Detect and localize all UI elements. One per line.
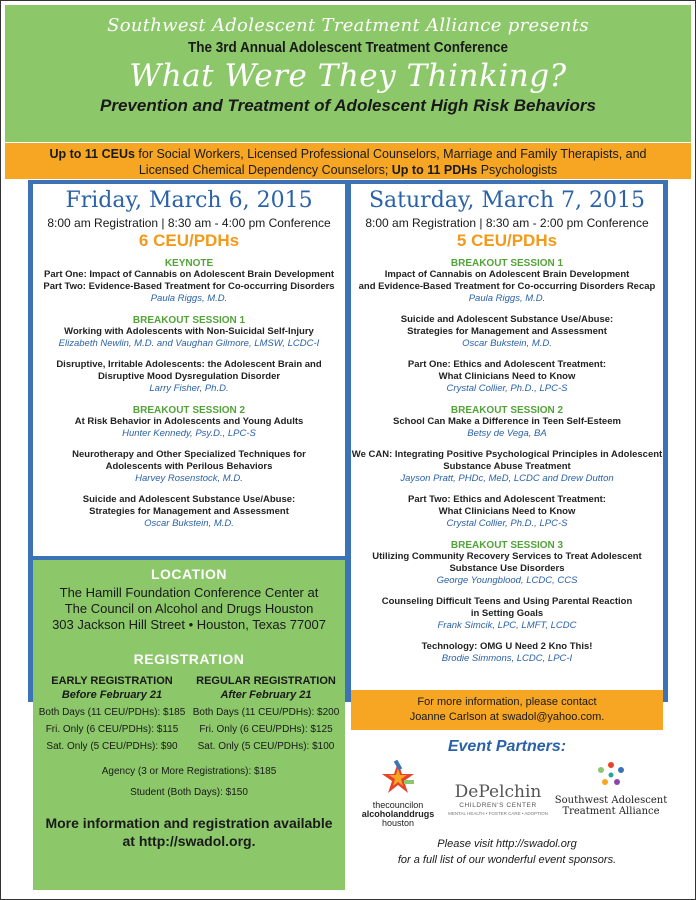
session-title: Suicide and Adolescent Substance Use/Abuse: (82, 494, 296, 505)
partners-heading: Event Partners: (447, 738, 567, 755)
more-info-line: More information and registration available (45, 815, 333, 831)
more-info-link[interactable]: at http://swadol.org. (122, 833, 256, 849)
partner-logos (351, 760, 681, 830)
location-line: 303 Jackson Hill Street • Houston, Texas 77007 (52, 617, 326, 632)
location-address (33, 585, 345, 633)
ceu-line-1 (5, 146, 691, 162)
session-title: Part One: Impact of Cannabis on Adolescent Brain Development (44, 269, 334, 280)
price-line: Fri. Only (6 CEU/PDHs): $125 (199, 724, 333, 735)
session-title: Disruptive, Irritable Adolescents: the Adolescent Brain and (56, 359, 322, 370)
session-title: Part Two: Ethics and Adolescent Treatment: (408, 494, 606, 505)
saturday-column (351, 184, 663, 696)
session-speaker: Jayson Pratt, PHDc, MeD, LCDC and Drew Dutton (400, 473, 614, 484)
price-line: Fri. Only (6 CEU/PDHs): $115 (45, 724, 179, 735)
session-title: Utilizing Community Recovery Services to Treat Adolescent (372, 551, 642, 562)
ceu-text-5: Psychologists (477, 163, 558, 177)
council-star-icon (378, 760, 418, 796)
council-line: alcoholanddrugs (361, 809, 435, 819)
session-speaker: Brodie Simmons, LCDC, LPC-I (441, 653, 573, 664)
friday-ceu: 6 CEU/PDHs (138, 231, 240, 250)
session-title: and Evidence-Based Treatment for Co-occurring Disorders Recap (358, 281, 656, 292)
location-line: The Council on Alcohol and Drugs Houston (64, 601, 314, 616)
session-title: What Clinicians Need to Know (438, 506, 576, 517)
session-title: Part Two: Evidence-Based Treatment for Co-occurring Disorders (43, 281, 335, 292)
conference-subtitle: Prevention and Treatment of Adolescent High Risk Behaviors (100, 96, 596, 115)
friday-title: Friday, March 6, 2015 (65, 188, 313, 213)
depelchin-sub: CHILDREN'S CENTER (459, 802, 537, 809)
session-title: Impact of Cannabis on Adolescent Brain Development (384, 269, 630, 280)
visit-link[interactable]: Please visit http://swadol.org (437, 838, 577, 850)
session-title: Substance Abuse Treatment (443, 461, 571, 472)
council-line: houston (381, 818, 415, 828)
session-title: in Setting Goals (470, 608, 544, 619)
session-speaker: Elizabeth Newlin, M.D. and Vaughan Gilmore, LMSW, LCDC-I (58, 338, 320, 349)
session-speaker: Hunter Kennedy, Psy.D., LPC-S (122, 428, 256, 439)
contact-line: For more information, please contact (417, 696, 597, 708)
friday-column (33, 184, 345, 556)
ceu-text-3: Licensed Chemical Dependency Counselors; (138, 163, 392, 177)
swata-logo (551, 760, 671, 830)
session-speaker: Larry Fisher, Ph.D. (149, 383, 229, 394)
session-title: Technology: OMG U Need 2 Kno This! (421, 641, 593, 652)
depelchin-tag: MENTAL HEALTH • FOSTER CARE • ADOPTION (448, 811, 548, 816)
session-title: What Clinicians Need to Know (438, 371, 576, 382)
swata-line: Treatment Alliance (562, 806, 660, 817)
location-registration-box (33, 560, 345, 890)
session-title: Substance Use Disorders (449, 563, 565, 574)
price-line: Both Days (11 CEU/PDHs): $185 (38, 707, 186, 718)
swata-name (551, 795, 671, 817)
student-price: Student (Both Days): $150 (130, 787, 248, 798)
session-speaker: Crystal Collier, Ph.D., LPC-S (446, 518, 568, 529)
ceu-bold-4: Up to 11 PDHs (391, 163, 478, 177)
early-registration-heading: EARLY REGISTRATION (51, 675, 173, 687)
regular-registration-deadline: After February 21 (220, 689, 312, 701)
regular-registration-heading: REGULAR REGISTRATION (196, 675, 336, 687)
session-speaker: Betsy de Vega, BA (467, 428, 547, 439)
session-title: Strategies for Management and Assessment (89, 506, 289, 517)
breakout-heading: BREAKOUT SESSION 2 (450, 405, 564, 416)
conference-title: What Were They Thinking? (129, 58, 567, 94)
early-registration-deadline: Before February 21 (61, 689, 163, 701)
council-name (353, 801, 443, 828)
session-speaker: Paula Riggs, M.D. (150, 293, 228, 304)
location-line: The Hamill Foundation Conference Center at (59, 585, 319, 600)
conference-name: The 3rd Annual Adolescent Treatment Conference (187, 39, 509, 56)
breakout-heading: BREAKOUT SESSION 2 (132, 405, 246, 416)
ceu-bold-1: Up to 11 CEUs (49, 147, 135, 161)
registration-heading: REGISTRATION (133, 651, 245, 667)
agency-price: Agency (3 or More Registrations): $185 (101, 766, 277, 777)
session-title: School Can Make a Difference in Teen Self-Esteem (393, 416, 621, 427)
saturday-time: 8:00 am Registration | 8:30 am - 2:00 pm Conference (365, 216, 649, 230)
session-speaker: Oscar Bukstein, M.D. (144, 518, 234, 529)
ceu-text-2: for Social Workers, Licensed Professional Counselors, Marriage and Family Therapists, and (134, 147, 647, 161)
session-title: Disruptive Mood Dysregulation Disorder (97, 371, 281, 382)
session-title: Neurotherapy and Other Specialized Techniques for (72, 449, 306, 460)
breakout-heading: BREAKOUT SESSION 1 (132, 315, 246, 326)
session-speaker: Oscar Bukstein, M.D. (462, 338, 552, 349)
location-heading: LOCATION (150, 566, 228, 582)
price-line: Both Days (11 CEU/PDHs): $200 (192, 707, 340, 718)
session-title: Strategies for Management and Assessment (407, 326, 607, 337)
keynote-heading: KEYNOTE (164, 258, 214, 269)
council-line: thecouncilon (372, 800, 424, 810)
presenter-line: Southwest Adolescent Treatment Alliance presents (107, 15, 589, 36)
session-speaker: Crystal Collier, Ph.D., LPC-S (446, 383, 568, 394)
breakout-heading: BREAKOUT SESSION 1 (450, 258, 564, 269)
price-line: Sat. Only (5 CEU/PDHs): $100 (197, 741, 335, 752)
visit-line: for a full list of our wonderful event sponsors. (397, 854, 617, 866)
friday-time: 8:00 am Registration | 8:30 am - 4:00 pm Conference (47, 216, 331, 230)
session-speaker: Paula Riggs, M.D. (468, 293, 546, 304)
saturday-ceu: 5 CEU/PDHs (456, 231, 558, 250)
depelchin-logo (443, 782, 553, 832)
session-title: Counseling Difficult Teens and Using Parental Reaction (381, 596, 633, 607)
visit-text (351, 836, 663, 868)
council-logo (353, 760, 443, 830)
price-line: Sat. Only (5 CEU/PDHs): $90 (46, 741, 178, 752)
regular-registration (191, 675, 341, 752)
session-title: Adolescents with Perilous Behaviors (105, 461, 273, 472)
session-speaker: Frank Simcik, LPC, LMFT, LCDC (437, 620, 577, 631)
early-registration (37, 675, 187, 752)
registration-columns (33, 675, 345, 752)
contact-email[interactable]: Joanne Carlson at swadol@yahoo.com. (409, 711, 605, 723)
session-title: Part One: Ethics and Adolescent Treatment: (407, 359, 607, 370)
breakout-heading: BREAKOUT SESSION 3 (450, 540, 564, 551)
swata-line: Southwest Adolescent (554, 795, 668, 806)
contact-box (351, 690, 663, 730)
session-speaker: Harvey Rosenstock, M.D. (135, 473, 243, 484)
session-title: Suicide and Adolescent Substance Use/Abuse: (400, 314, 614, 325)
more-info (33, 814, 345, 850)
saturday-title: Saturday, March 7, 2015 (368, 188, 646, 213)
session-title: At Risk Behavior in Adolescents and Young Adults (74, 416, 304, 427)
session-title: Working with Adolescents with Non-Suicidal Self-Injury (64, 326, 314, 337)
ceu-line-2 (5, 162, 691, 178)
ceu-banner (5, 143, 691, 179)
header-banner (5, 5, 691, 142)
swata-people-icon (591, 760, 631, 790)
session-speaker: George Youngblood, LCDC, CCS (436, 575, 578, 586)
session-title: We CAN: Integrating Positive Psychological Principles in Adolescent (351, 449, 663, 460)
depelchin-name: DePelchin (454, 782, 542, 802)
